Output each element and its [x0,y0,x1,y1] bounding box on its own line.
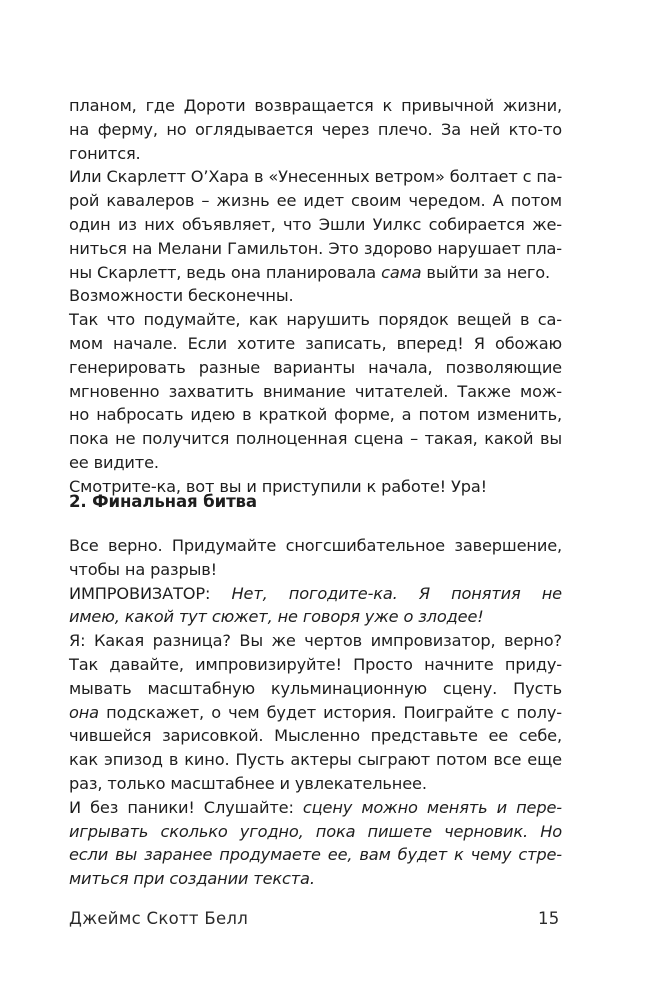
text-line: мом начале. Если хотите записать, вперед! Я обожаю [69,333,562,353]
text-fragment: ны Скарлетт, ведь она планировала [69,262,382,282]
text-line [69,820,562,844]
text-line: мывать масштабную кульминационную сцену. Пусть [69,678,562,698]
text-fragment: выйти за него. [421,262,551,282]
text-line [69,605,562,629]
text-line [69,582,562,606]
text-line: на ферму, но оглядывается через плечо. За ней кто-то [69,119,562,139]
text-line: Смотрите-ка, вот вы и приступили к работе! Ура! [69,476,487,496]
text-line: один из них объявляет, что Эшли Уилкс собирается же- [69,214,562,234]
emphasis-text: миться при создании текста. [69,869,315,889]
text-line [69,843,562,867]
text-line: чившейся зарисовкой. Мысленно представьте ее себе, [69,726,562,746]
paragraph-scarlett [69,165,562,308]
emphasis-text: сама [381,262,422,282]
text-line: рой кавалеров – жизнь ее идет своим чередом. А потом [69,191,562,211]
dialogue-author [69,629,562,796]
paragraph-dorothy [69,94,562,165]
paragraph-no-panic [69,796,562,891]
text-line: чтобы на разрыв! [69,559,217,579]
text-line: Все верно. Придумайте сногсшибательное завершение, [69,536,562,555]
emphasis-text: она [69,702,99,722]
paragraph-final-battle [69,534,562,582]
footer-author: Джеймс Скотт Белл [69,909,249,928]
emphasis-text: Нет, погодите-ка. Я понятия не [231,583,562,603]
paragraph-disrupt-order [69,308,562,475]
emphasis-text: сцену можно менять и пере- [302,797,562,817]
emphasis-text: имею, какой тут сюжет, не говоря уже о злодее! [69,607,484,627]
text-line: гонится. [69,143,141,163]
text-fragment: И без паники! Слушайте: [69,797,303,817]
text-line: но набросать идею в краткой форме, а потом изменить, [69,405,562,425]
text-line: планом, где Дороти возвращается к привычной жизни, [69,96,562,115]
text-line [69,701,562,725]
text-line: Возможности бесконечны. [69,286,294,306]
text-line [69,261,562,285]
speaker-label: ИМПРОВИЗАТОР: [69,583,232,603]
text-line: Или Скарлетт О’Хара в «Унесенных ветром» болтает с па- [69,167,563,187]
text-fragment: подскажет, о чем будет история. Поиграйте с полу- [98,702,562,722]
section-heading-block [69,490,562,514]
text-line: пока не получится полноценная сцена – такая, какой вы [69,429,562,449]
text-line: Так давайте, импровизируйте! Просто начните приду- [69,654,562,674]
text-line: ниться на Мелани Гамильтон. Это здорово нарушает пла- [69,238,562,258]
text-line: мгновенно захватить внимание читателей. Также мож- [69,381,562,401]
text-line [69,796,562,820]
text-line: Я: Какая разница? Вы же чертов импровизатор, верно? [69,631,562,651]
text-line: раз, только масштабнее и увлекательнее. [69,773,427,793]
text-line: как эпизод в кино. Пусть актеры сыграют потом все еще [69,750,562,770]
text-line: генерировать разные варианты начала, позволяющие [69,357,562,377]
page-number: 15 [538,909,560,928]
text-line [69,867,562,891]
text-line: Так что подумайте, как нарушить порядок вещей в са- [69,310,562,330]
text-line: ее видите. [69,452,159,472]
section-heading: 2. Финальная битва [69,492,257,511]
dialogue-improviser [69,582,562,630]
emphasis-text: игрывать сколько угодно, пока пишете черновик. Но [69,821,562,841]
emphasis-text: если вы заранее продумаете ее, вам будет к чему стре- [69,845,562,865]
